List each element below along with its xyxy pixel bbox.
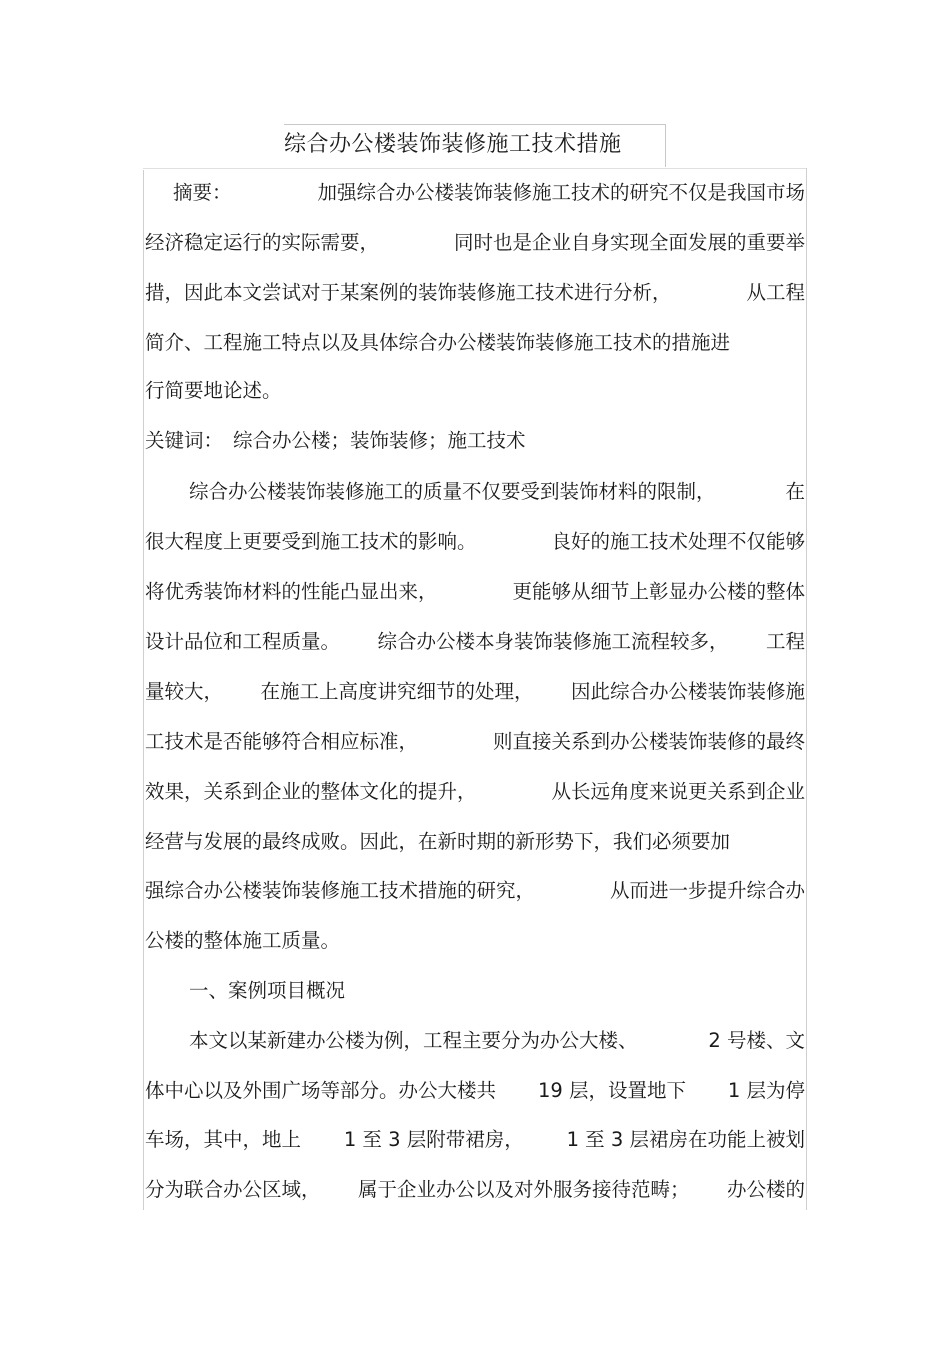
text-line bbox=[145, 376, 805, 406]
text-line bbox=[145, 926, 805, 956]
text-line bbox=[145, 1076, 805, 1106]
text-segment: 在 bbox=[785, 480, 805, 503]
text-segment: 综合办公楼装饰装修施工的质量不仅要受到装饰材料的限制， bbox=[189, 480, 716, 503]
text-segment: 1 至 3 层裙房在功能上被划 bbox=[566, 1128, 805, 1151]
text-segment: 关键词： bbox=[145, 429, 224, 452]
text-segment: 强综合办公楼装饰装修施工技术措施的研究， bbox=[145, 879, 536, 902]
text-line bbox=[145, 876, 805, 906]
text-line bbox=[145, 1026, 805, 1056]
text-line bbox=[145, 976, 805, 1006]
text-segment: 1 层为停 bbox=[727, 1079, 805, 1102]
text-segment: 在施工上高度讲究细节的处理， bbox=[260, 680, 534, 703]
text-segment: 行简要地论述。 bbox=[145, 379, 282, 402]
text-segment: 效果，关系到企业的整体文化的提升， bbox=[145, 780, 477, 803]
text-segment: 设计品位和工程质量。 bbox=[145, 630, 341, 653]
text-segment: 同时也是企业自身实现全面发展的重要举 bbox=[453, 231, 805, 254]
text-segment: 因此综合办公楼装饰装修施 bbox=[570, 680, 805, 703]
text-line bbox=[145, 426, 805, 456]
text-line bbox=[145, 477, 805, 507]
text-segment: 从工程 bbox=[746, 281, 805, 304]
text-line bbox=[145, 577, 805, 607]
text-line bbox=[145, 527, 805, 557]
text-segment: 工程 bbox=[765, 630, 805, 653]
text-segment: 一、案例项目概况 bbox=[189, 979, 346, 1002]
text-line bbox=[145, 228, 805, 258]
document-title: 综合办公楼装饰装修施工技术措施 bbox=[284, 132, 622, 157]
text-segment: 从长远角度来说更关系到企业 bbox=[551, 780, 805, 803]
text-segment: 综合办公楼本身装饰装修施工流程较多， bbox=[377, 630, 729, 653]
text-line bbox=[145, 1125, 805, 1155]
text-segment: 从而进一步提升综合办 bbox=[609, 879, 805, 902]
text-segment: 简介、工程施工特点以及具体综合办公楼装饰装修施工技术的措施进 bbox=[145, 331, 731, 354]
text-line bbox=[145, 1175, 805, 1205]
text-segment: 加强综合办公楼装饰装修施工技术的研究不仅是我国市场 bbox=[317, 181, 805, 204]
text-segment: 量较大， bbox=[145, 680, 224, 703]
text-line bbox=[145, 178, 805, 208]
text-segment: 19 层，设置地下 bbox=[537, 1079, 686, 1102]
text-line bbox=[145, 677, 805, 707]
text-segment: 将优秀装饰材料的性能凸显出来， bbox=[145, 580, 438, 603]
text-segment: 很大程度上更要受到施工技术的影响。 bbox=[145, 530, 477, 553]
text-line bbox=[145, 727, 805, 757]
text-line bbox=[145, 627, 805, 657]
text-line bbox=[145, 827, 805, 857]
frame-top-border bbox=[143, 168, 807, 169]
text-line bbox=[145, 328, 805, 358]
text-segment: 综合办公楼；装饰装修；施工技术 bbox=[233, 429, 526, 452]
text-segment: 摘要： bbox=[173, 181, 232, 204]
text-segment: 车场，其中，地上 bbox=[145, 1128, 302, 1151]
text-line bbox=[145, 278, 805, 308]
text-segment: 1 至 3 层附带裙房， bbox=[343, 1128, 524, 1151]
text-segment: 本文以某新建办公楼为例，工程主要分为办公大楼、 bbox=[189, 1029, 638, 1052]
text-segment: 2 号楼、文 bbox=[708, 1029, 805, 1052]
text-segment: 分为联合办公区域， bbox=[145, 1178, 321, 1201]
frame-right-border bbox=[806, 168, 807, 1210]
text-segment: 更能够从细节上彰显办公楼的整体 bbox=[512, 580, 805, 603]
text-segment: 则直接关系到办公楼装饰装修的最终 bbox=[492, 730, 805, 753]
text-segment: 经济稳定运行的实际需要， bbox=[145, 231, 380, 254]
text-segment: 措，因此本文尝试对于某案例的装饰装修施工技术进行分析， bbox=[145, 281, 672, 304]
text-segment: 良好的施工技术处理不仅能够 bbox=[551, 530, 805, 553]
text-segment: 办公楼的 bbox=[726, 1178, 805, 1201]
text-segment: 属于企业办公以及对外服务接待范畴； bbox=[357, 1178, 690, 1201]
text-segment: 体中心以及外围广场等部分。办公大楼共 bbox=[145, 1079, 497, 1102]
text-line bbox=[145, 777, 805, 807]
text-segment: 公楼的整体施工质量。 bbox=[145, 929, 341, 952]
frame-left-border bbox=[143, 170, 144, 1210]
text-segment: 经营与发展的最终成败。因此，在新时期的新形势下，我们必须要加 bbox=[145, 830, 731, 853]
text-segment: 工技术是否能够符合相应标准， bbox=[145, 730, 419, 753]
